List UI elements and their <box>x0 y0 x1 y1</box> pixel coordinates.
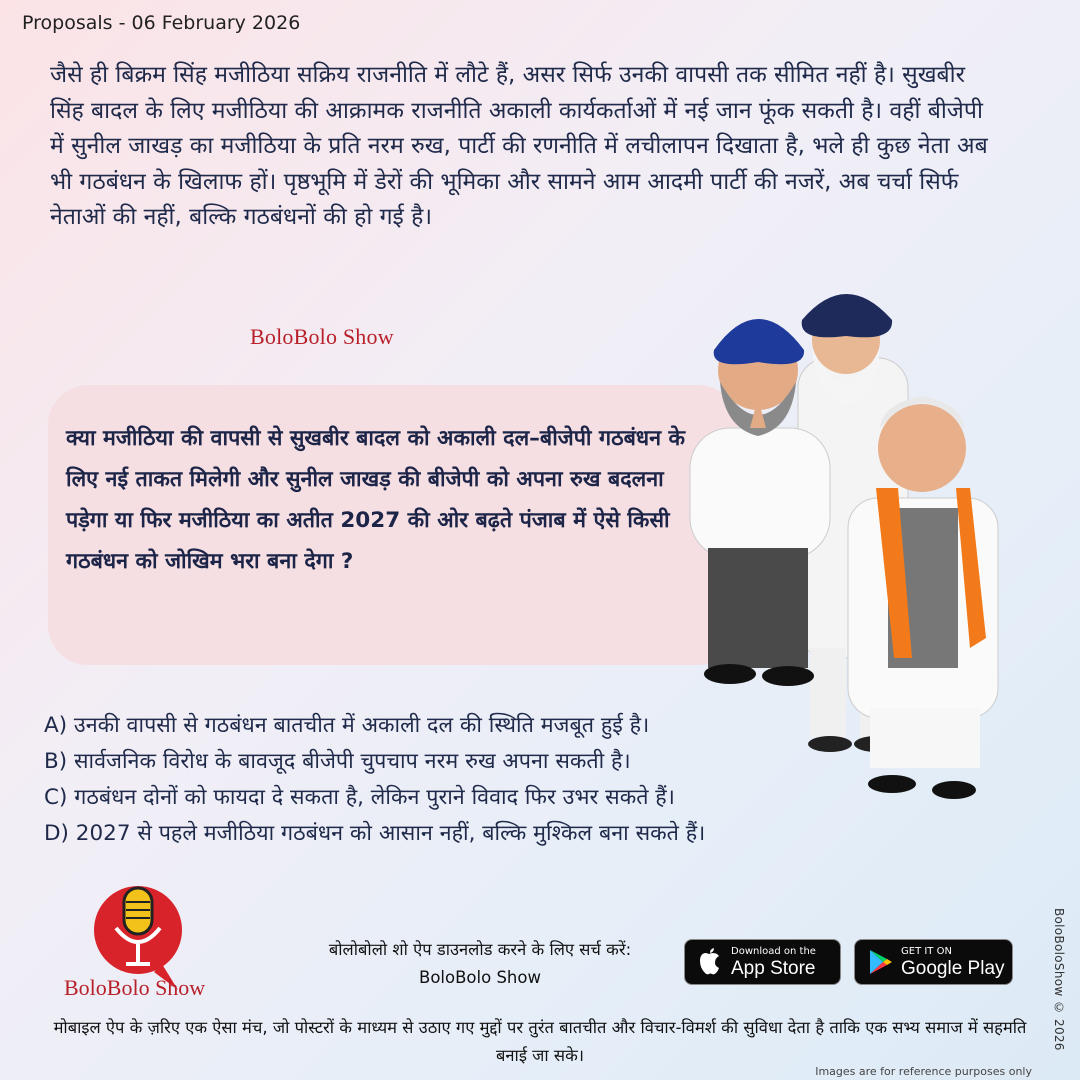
apple-icon <box>697 948 723 976</box>
download-instructions <box>300 936 660 992</box>
option-c[interactable]: C) गठबंधन दोनों को फायदा दे सकता है, लेकिन पुराने विवाद फिर उभर सकते हैं। <box>44 785 675 810</box>
copyright-text: BoloBoloShow © 2026 <box>1052 908 1066 1051</box>
brand-logo-text: BoloBolo Show <box>64 975 206 1000</box>
reference-note: Images are for reference purposes only <box>815 1065 1032 1078</box>
app-store-small-label: Download on the <box>731 945 816 957</box>
google-play-button[interactable] <box>854 939 1013 985</box>
search-line-1: बोलोबोलो शो ऐप डाउनलोड करने के लिए सर्च करें: <box>328 940 632 959</box>
option-d[interactable]: D) 2027 से पहले मजीठिया गठबंधन को आसान नहीं, बल्कि मुश्किल बना सकते हैं। <box>44 821 706 846</box>
google-play-label: Google Play <box>901 957 1005 979</box>
search-line-2: BoloBolo Show <box>419 968 541 987</box>
brand-watermark: BoloBolo Show <box>250 324 394 349</box>
google-play-small-label: GET IT ON <box>901 945 952 957</box>
option-b[interactable]: B) सार्वजनिक विरोध के बावजूद बीजेपी चुपचाप नरम रुख अपना सकती है। <box>44 749 631 774</box>
option-a[interactable]: A) उनकी वापसी से गठबंधन बातचीत में अकाली दल की स्थिति मजबूत हुई है। <box>44 713 650 738</box>
header-date: Proposals - 06 February 2026 <box>22 12 301 34</box>
google-play-icon <box>867 948 893 976</box>
question-text: क्या मजीठिया की वापसी से सुखबीर बादल को अकाली दल–बीजेपी गठबंधन के लिए नई ताकत मिलेगी और सुनील जाखड़ की बीजेपी को अपना रुख बदलना पड़ेगा या फिर मजीठिया का अतीत 2027 की ओर बढ़ते पंजाब में ऐसे किसी गठबंधन को जोखिम भरा बना देगा ? <box>66 426 686 574</box>
app-description: मोबाइल ऐप के ज़रिए एक ऐसा मंच, जो पोस्टरों के माध्यम से उठाए गए मुद्दों पर तुरंत बातचीत और विचार-विमर्श की सुविधा देता है ताकि एक सभ्य समाज में सहमति बनाई जा सके। <box>53 1018 1027 1065</box>
options-list <box>44 708 944 852</box>
app-store-label: App Store <box>731 957 816 979</box>
app-store-button[interactable] <box>684 939 841 985</box>
intro-paragraph: जैसे ही बिक्रम सिंह मजीठिया सक्रिय राजनीति में लौटे हैं, असर सिर्फ उनकी वापसी तक सीमित नहीं है। सुखबीर सिंह बादल के लिए मजीठिया की आक्रामक राजनीति अकाली कार्यकर्ताओं में नई जान फूंक सकती है। वहीं बीजेपी में सुनील जाखड़ का मजीठिया के प्रति नरम रुख, पार्टी की रणनीति में लचीलापन दिखाता है, भले ही कुछ नेता अब भी गठबंधन के खिलाफ हों। पृष्ठभूमि में डेरों की भूमिका और सामने आम आदमी पार्टी की नजरें, अब चर्चा सिर्फ नेताओं की नहीं, बल्कि गठबंधनों की हो गई है। <box>50 62 988 230</box>
